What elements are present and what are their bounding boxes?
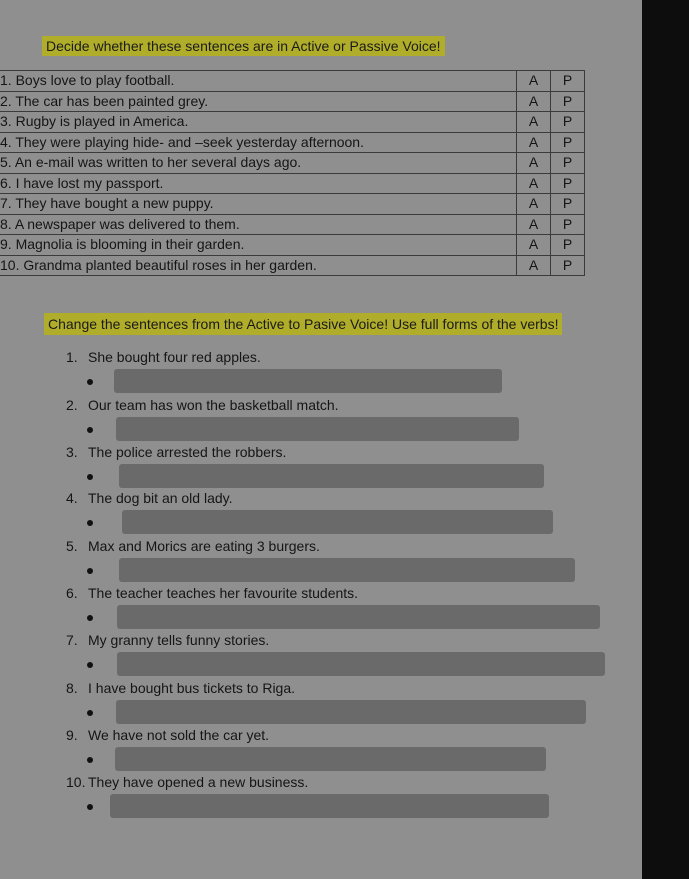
- bullet-icon: [87, 568, 93, 574]
- passive-option[interactable]: P: [551, 153, 585, 174]
- item-number: 7.: [66, 632, 78, 648]
- passive-option[interactable]: P: [551, 194, 585, 215]
- active-option[interactable]: A: [517, 194, 551, 215]
- item-sentence: They have opened a new business.: [88, 774, 309, 790]
- sentence-cell: [0, 132, 517, 153]
- sentence-number: 9.: [0, 236, 12, 253]
- item-number: 10.: [66, 774, 86, 790]
- sentence-number: 6.: [0, 174, 12, 191]
- sentence-text: A newspaper was delivered to them.: [14, 215, 240, 232]
- sentence-number: 8.: [0, 215, 12, 232]
- sentence-cell: [0, 214, 517, 235]
- item-sentence: The dog bit an old lady.: [88, 490, 233, 506]
- sentence-number: 1.: [0, 72, 12, 89]
- bullet-icon: [87, 474, 93, 480]
- sentence-text: Rugby is played in America.: [15, 113, 189, 130]
- sentence-number: 2.: [0, 92, 12, 109]
- item-sentence: My granny tells funny stories.: [88, 632, 270, 648]
- answer-field[interactable]: [119, 464, 544, 488]
- sentence-text: An e-mail was written to her several days ago.: [14, 154, 302, 171]
- active-option[interactable]: A: [517, 255, 551, 276]
- sentence-text: Boys love to play football.: [15, 72, 175, 89]
- sentence-row: [0, 71, 585, 92]
- active-option[interactable]: A: [517, 214, 551, 235]
- sentence-cell: [0, 153, 517, 174]
- sentence-row: [0, 153, 585, 174]
- item-sentence: I have bought bus tickets to Riga.: [88, 680, 296, 696]
- active-option[interactable]: A: [517, 132, 551, 153]
- sentence-cell: [0, 255, 517, 276]
- item-number: 8.: [66, 680, 78, 696]
- active-option[interactable]: A: [517, 173, 551, 194]
- answer-field[interactable]: [116, 700, 586, 724]
- answer-field[interactable]: [115, 747, 546, 771]
- sentence-cell: [0, 194, 517, 215]
- transform-item: [66, 632, 269, 648]
- sentence-row: [0, 255, 585, 276]
- section-2-title: Change the sentences from the Active to Pasive Voice! Use full forms of the verbs!: [44, 313, 562, 335]
- item-sentence: The teacher teaches her favourite students.: [88, 585, 359, 601]
- transform-item: [66, 774, 308, 790]
- sentence-row: [0, 173, 585, 194]
- bullet-icon: [87, 379, 93, 385]
- transform-item: [66, 680, 295, 696]
- sentence-number: 3.: [0, 113, 12, 130]
- item-sentence: Our team has won the basketball match.: [88, 397, 339, 413]
- item-number: 1.: [66, 349, 78, 365]
- item-number: 2.: [66, 397, 78, 413]
- item-sentence: We have not sold the car yet.: [88, 727, 270, 743]
- item-number: 6.: [66, 585, 78, 601]
- sentence-number: 5.: [0, 154, 12, 171]
- answer-field[interactable]: [117, 652, 605, 676]
- passive-option[interactable]: P: [551, 173, 585, 194]
- item-number: 4.: [66, 490, 78, 506]
- item-sentence: She bought four red apples.: [88, 349, 261, 365]
- sentence-text: Magnolia is blooming in their garden.: [15, 236, 245, 253]
- active-passive-table: [0, 70, 585, 276]
- passive-option[interactable]: P: [551, 91, 585, 112]
- bullet-icon: [87, 662, 93, 668]
- active-option[interactable]: A: [517, 112, 551, 133]
- item-number: 9.: [66, 727, 78, 743]
- sentence-row: [0, 214, 585, 235]
- sentence-text: I have lost my passport.: [15, 174, 164, 191]
- sentence-cell: [0, 71, 517, 92]
- bullet-icon: [87, 615, 93, 621]
- passive-option[interactable]: P: [551, 71, 585, 92]
- sentence-row: [0, 91, 585, 112]
- transform-item: [66, 397, 339, 413]
- sentence-cell: [0, 112, 517, 133]
- sentence-row: [0, 235, 585, 256]
- transform-item: [66, 490, 233, 506]
- sentence-row: [0, 132, 585, 153]
- sentence-text: They have bought a new puppy.: [15, 195, 214, 212]
- answer-field[interactable]: [122, 510, 553, 534]
- transform-item: [66, 444, 286, 460]
- answer-field[interactable]: [119, 558, 575, 582]
- active-option[interactable]: A: [517, 235, 551, 256]
- item-number: 5.: [66, 538, 78, 554]
- bullet-icon: [87, 427, 93, 433]
- sentence-text: Grandma planted beautiful roses in her garden.: [23, 256, 317, 273]
- sentence-number: 4.: [0, 133, 12, 150]
- passive-option[interactable]: P: [551, 214, 585, 235]
- answer-field[interactable]: [110, 794, 549, 818]
- bullet-icon: [87, 520, 93, 526]
- item-sentence: The police arrested the robbers.: [88, 444, 287, 460]
- transform-item: [66, 727, 269, 743]
- sentence-row: [0, 112, 585, 133]
- bullet-icon: [87, 757, 93, 763]
- section-1-title: Decide whether these sentences are in Active or Passive Voice!: [42, 36, 445, 56]
- item-sentence: Max and Morics are eating 3 burgers.: [88, 538, 320, 554]
- passive-option[interactable]: P: [551, 132, 585, 153]
- passive-option[interactable]: P: [551, 112, 585, 133]
- item-number: 3.: [66, 444, 78, 460]
- sentence-text: They were playing hide- and –seek yesterday afternoon.: [15, 133, 364, 150]
- sentence-row: [0, 194, 585, 215]
- transform-item: [66, 585, 358, 601]
- answer-field[interactable]: [116, 417, 519, 441]
- dark-side-panel: [642, 0, 689, 879]
- active-option[interactable]: A: [517, 153, 551, 174]
- answer-field[interactable]: [114, 369, 502, 393]
- answer-field[interactable]: [117, 605, 600, 629]
- passive-option[interactable]: P: [551, 255, 585, 276]
- active-option[interactable]: A: [517, 71, 551, 92]
- sentence-cell: [0, 91, 517, 112]
- sentence-number: 7.: [0, 195, 12, 212]
- sentence-text: The car has been painted grey.: [15, 92, 209, 109]
- active-option[interactable]: A: [517, 91, 551, 112]
- passive-option[interactable]: P: [551, 235, 585, 256]
- transform-item: [66, 538, 320, 554]
- bullet-icon: [87, 710, 93, 716]
- sentence-cell: [0, 173, 517, 194]
- sentence-number: 10.: [0, 256, 20, 273]
- sentence-cell: [0, 235, 517, 256]
- transform-item: [66, 349, 261, 365]
- bullet-icon: [87, 804, 93, 810]
